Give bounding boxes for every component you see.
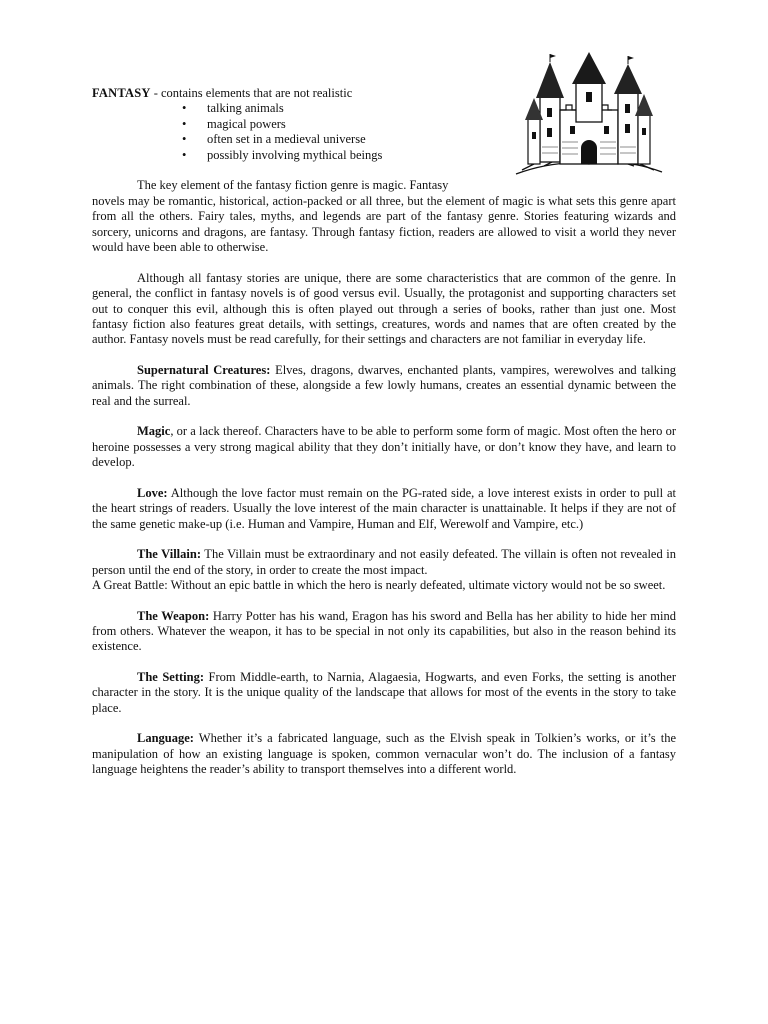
section-heading: Magic	[137, 424, 171, 439]
section-heading: The Villain:	[137, 547, 201, 562]
section-heading: The Weapon:	[137, 608, 210, 623]
section-magic: Magic, or a lack thereof. Characters have to be able to perform some form of magic. Most often the hero or heroine possesses a very strong magical ability that they don’t initially have, or don’t know they have, and learn to develop.	[92, 424, 676, 470]
list-item: • often set in a medieval universe	[182, 132, 366, 147]
section-heading: The Setting:	[137, 670, 205, 685]
characteristics-list	[182, 101, 382, 163]
section-language: Language: Whether it’s a fabricated language, such as the Elvish speak in Tolkien’s works, or it’s the manipulation of how an existing language is spoken, common vernacular won’t do. The inclusion of a fantasy language heightens the reader’s ability to transport themselves into a different world.	[92, 731, 676, 777]
intro-paragraph: novels may be romantic, historical, action-packed or all three, but the element of magic is what sets this genre apart from all the others. Fairy tales, myths, and legends are part of the fantasy genre. Stories featuring wizards and sorcery, unicorns and dragons, are fantasy. Through fantasy fiction, readers are allowed to visit a world they never would have been able to otherwise.	[92, 194, 676, 255]
list-item: • possibly involving mythical beings	[182, 147, 383, 162]
genre-term: FANTASY	[92, 86, 151, 100]
bullet-icon: •	[182, 116, 187, 131]
document-body	[92, 194, 676, 793]
characteristics-paragraph: Although all fantasy stories are unique, there are some characteristics that are common of the genre. In general, the conflict in fantasy novels is of good versus evil. Usually, the protagonist and supporting characters set out to conquer this evil, although this is often played out through a series of books, rather than just one. Most fantasy fiction also features great details, with settings, creatures, words and names that are often created by the author. Fantasy novels must be read carefully, for their settings and characters are not familiar in everyday life.	[92, 270, 676, 347]
list-item: • magical powers	[182, 116, 286, 131]
list-item: • talking animals	[182, 101, 284, 115]
section-creatures: Supernatural Creatures: Elves, dragons, dwarves, enchanted plants, vampires, werewolves and talking animals. The right combination of these, alongside a few lowly humans, creates an essential dynamic between the real and the surreal.	[92, 363, 676, 408]
section-love: Love: Although the love factor must remain on the PG-rated side, a love interest exists in order to pull at the heart strings of readers. Usually the love interest of the main character is unattainable. It helps if they are not of the same genetic make-up (i.e. Human and Vampire, Human and Elf, Werewolf and Vampire, etc.)	[92, 485, 676, 531]
section-heading: Supernatural Creatures:	[137, 363, 271, 378]
section-battle: A Great Battle: Without an epic battle in which the hero is nearly defeated, ultimate victory would not be so sweet.	[92, 578, 666, 593]
section-setting: The Setting: From Middle-earth, to Narnia, Alagaesia, Hogwarts, and even Forks, the setting is another character in the story. It is the unique quality of the landscape that allows for most of the events in the story to take place.	[92, 670, 677, 715]
bullet-icon: •	[182, 132, 187, 147]
intro-first-line: The key element of the fantasy fiction genre is magic. Fantasy	[137, 178, 449, 192]
genre-title-line	[92, 85, 352, 101]
bullet-icon: •	[182, 101, 187, 115]
section-villain: The Villain: The Villain must be extraordinary and not easily defeated. The villain is often not revealed in person until the end of the story, in order to create the most impact.	[92, 547, 676, 577]
section-weapon: The Weapon: Harry Potter has his wand, Eragon has his sword and Bella has her ability to hide her mind from others. Whatever the weapon, it has to be special in not only its capabilities, but also in the reason behind its existence.	[92, 608, 676, 654]
section-heading: Language:	[137, 731, 194, 746]
section-heading: Love:	[137, 485, 168, 500]
bullet-icon: •	[182, 147, 187, 162]
genre-definition: - contains elements that are not realistic	[150, 86, 353, 100]
castle-illustration	[514, 52, 664, 178]
